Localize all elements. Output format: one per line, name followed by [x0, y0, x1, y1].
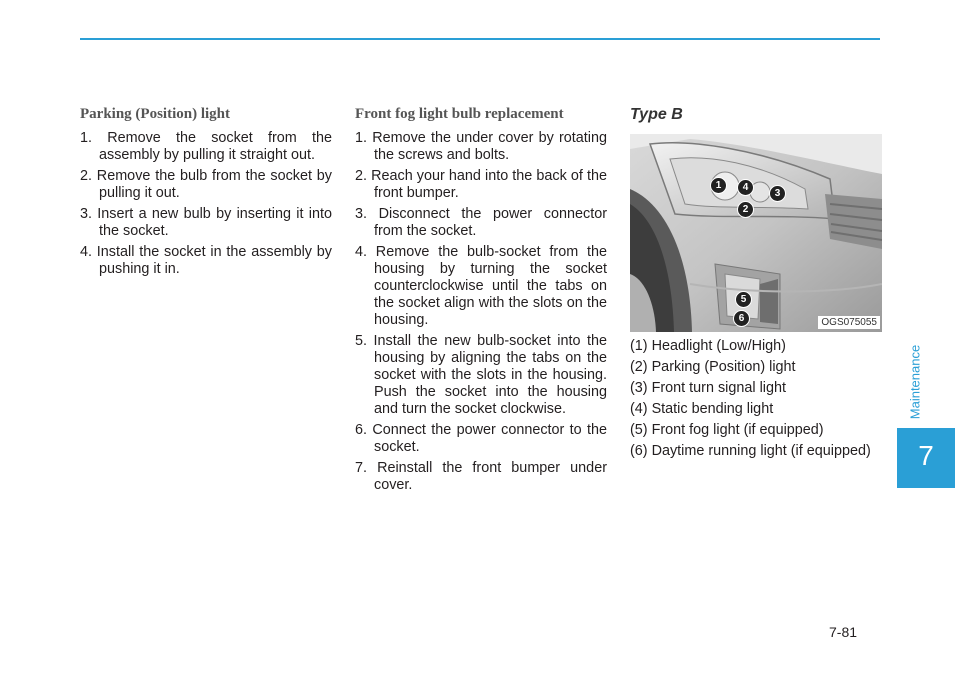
list-item: (1) Headlight (Low/High)	[630, 338, 786, 354]
list-item: 2. Remove the bulb from the socket by pulling it out.	[80, 168, 332, 201]
callout-marker: 5	[735, 291, 752, 308]
list-item: 4. Remove the bulb-socket from the housing by turning the socket counterclockwise until the tabs on the socket align with the slots on the housing.	[355, 244, 607, 328]
list-item: (2) Parking (Position) light	[630, 359, 796, 375]
list-item: 1. Remove the under cover by rotating the screws and bolts.	[355, 130, 607, 163]
fog-light-steps	[355, 130, 607, 494]
list-item: (5) Front fog light (if equipped)	[630, 422, 824, 438]
list-item: 4. Install the socket in the assembly by pushing it in.	[80, 244, 332, 277]
image-code: OGS075055	[818, 316, 880, 329]
parking-light-section	[80, 106, 332, 282]
fog-light-heading: Front fog light bulb replacement	[355, 106, 564, 122]
list-item: (3) Front turn signal light	[630, 380, 786, 396]
page-number: 7-81	[829, 624, 858, 640]
list-item: (6) Daytime running light (if equipped)	[630, 443, 871, 459]
chapter-name: Maintenance	[907, 344, 923, 420]
callout-marker: 1	[710, 177, 727, 194]
top-rule	[80, 38, 880, 40]
list-item: 3. Insert a new bulb by inserting it into the socket.	[80, 206, 332, 239]
headlight-illustration	[630, 134, 882, 332]
callout-marker: 6	[733, 310, 750, 327]
parking-light-heading: Parking (Position) light	[80, 106, 231, 122]
type-b-heading: Type B	[630, 106, 683, 123]
list-item: 3. Disconnect the power connector from the socket.	[355, 206, 607, 239]
list-item: 6. Connect the power connector to the socket.	[355, 422, 607, 455]
type-b-section	[630, 106, 882, 464]
list-item: (4) Static bending light	[630, 401, 774, 417]
list-item: 7. Reinstall the front bumper under cover.	[355, 460, 607, 493]
callout-legend	[630, 338, 882, 460]
callout-marker: 4	[737, 179, 754, 196]
chapter-side-label	[903, 340, 927, 424]
list-item: 2. Reach your hand into the back of the front bumper.	[355, 168, 607, 201]
chapter-number: 7	[918, 440, 934, 471]
fog-light-section	[355, 106, 607, 498]
chapter-tab	[897, 428, 955, 488]
callout-marker: 2	[737, 201, 754, 218]
car-front-drawing	[630, 134, 882, 332]
callout-marker: 3	[769, 185, 786, 202]
list-item: 1. Remove the socket from the assembly by pulling it straight out.	[80, 130, 332, 163]
parking-light-steps	[80, 130, 332, 278]
list-item: 5. Install the new bulb-socket into the housing by aligning the tabs on the socket with the slots in the housing. Push the socket into the housing and turn the socket clockwise.	[355, 333, 607, 417]
